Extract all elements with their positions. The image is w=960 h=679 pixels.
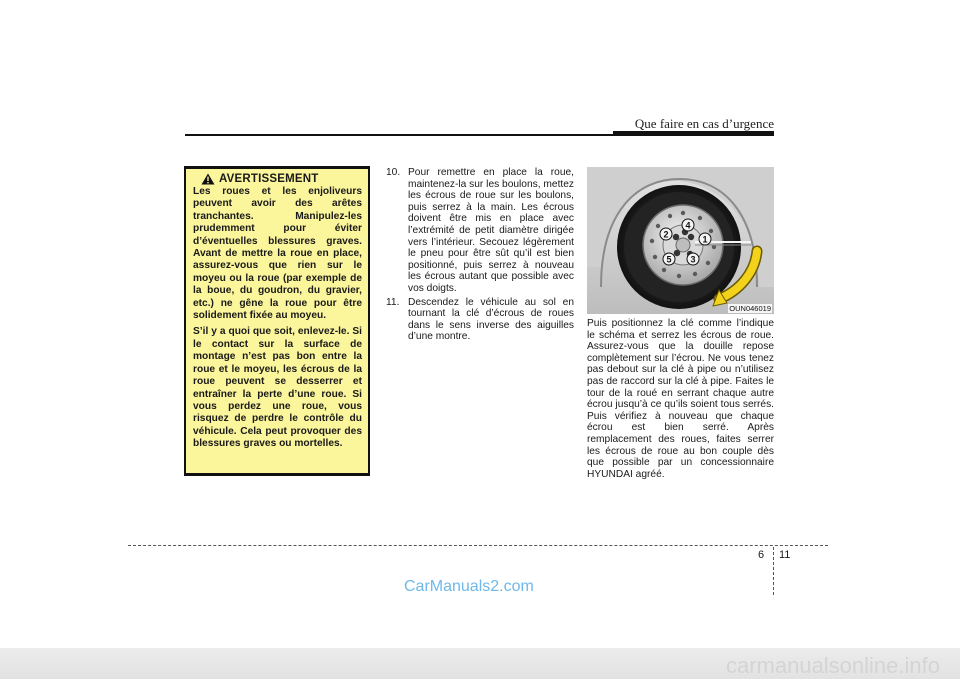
warning-triangle-icon [201, 173, 215, 185]
step-number: 11. [386, 296, 400, 308]
step-text: Pour remettre en place la roue, maintenez-la sur les boulons, mettez les écrous de roue sur les boulons, puis serrez à la main. Les écrous doivent être mis en place avec l’extrémité de petit diamètre dirigée vers l’intérieur. Secouez légèrement le pneu pour être sût qu’il est bien positionné, puis serrez à nouveau les écrous autant que possible avec vos doigts. [408, 167, 574, 294]
figure-code: OUN046019 [729, 304, 771, 313]
footer-rule [128, 545, 828, 546]
nut-label-5: 5 [666, 254, 672, 265]
header-rule-accent [613, 131, 774, 135]
nut-label-2: 2 [663, 229, 669, 240]
wheel-illustration [587, 167, 774, 314]
warning-paragraph-1: Les roues et les enjoliveurs peuvent avoir des arêtes tranchantes. Manipulez-les prudemment pour éviter d’éventuelles blessures graves. Avant de mettre la roue en place, assurez-vous que rien sur le moyeu ou la roue (par exemple de la boue, du goudron, du gravier, etc.) ne gêne la roue pour être solidement fixée au moyeu. [193, 186, 362, 322]
nut-label-4: 4 [685, 220, 691, 231]
nut-label-3: 3 [690, 254, 696, 265]
body-paragraph: Puis positionnez la clé comme l’indique le schéma et serrez les écrous de roue. Assurez-vous que la douille repose complètement sur l’écrou. Ne vous tenez pas debout sur la clé à pipe ou n’utilisez pas de raccord sur la clé à pipe. Faites le tour de la roué en serrant chaque autre écrou jusqu’à ce qu’ils soient tous serrés. Puis vérifiez à nouveau que chaque écrou est bien serré. Après remplacement des roues, faites serrer les écrous de roue au bon couple dès que possible par un concessionnaire HYUNDAI agréé. [587, 318, 774, 480]
step-10 [386, 167, 574, 295]
step-text: Descendez le véhicule au sol en tournant la clé d’écrous de roues dans le sens inverse des aiguilles d’une montre. [408, 296, 574, 343]
page-header-title: Que faire en cas d’urgence [634, 116, 774, 131]
site-watermark: CarManuals2.com [404, 578, 534, 595]
footer-separator [773, 547, 774, 595]
steps-list [386, 167, 574, 343]
step-11 [386, 297, 574, 343]
footer-section-number: 6 [758, 549, 765, 561]
warning-header [201, 173, 362, 185]
nut-label-1: 1 [702, 234, 708, 245]
warning-paragraph-2: S’il y a quoi que soit, enlevez-le. Si le contact sur la surface de montage n’est pas bon entre la roue et le moyeu, les écrous de la roue peuvent se desserrer et entraîner la perte d’une roue. Si vous perdez une roue, vous risquez de perdre le contrôle du véhicule. Cela peut provoquer des blessures graves ou mortelles. [193, 326, 362, 450]
step-number: 10. [386, 167, 401, 178]
strip-watermark: carmanualsonline.info [725, 653, 940, 678]
wheel-figure [587, 167, 774, 314]
warning-title: AVERTISSEMENT [219, 173, 319, 185]
footer-page-number: 11 [779, 549, 791, 561]
warning-box [184, 167, 370, 475]
